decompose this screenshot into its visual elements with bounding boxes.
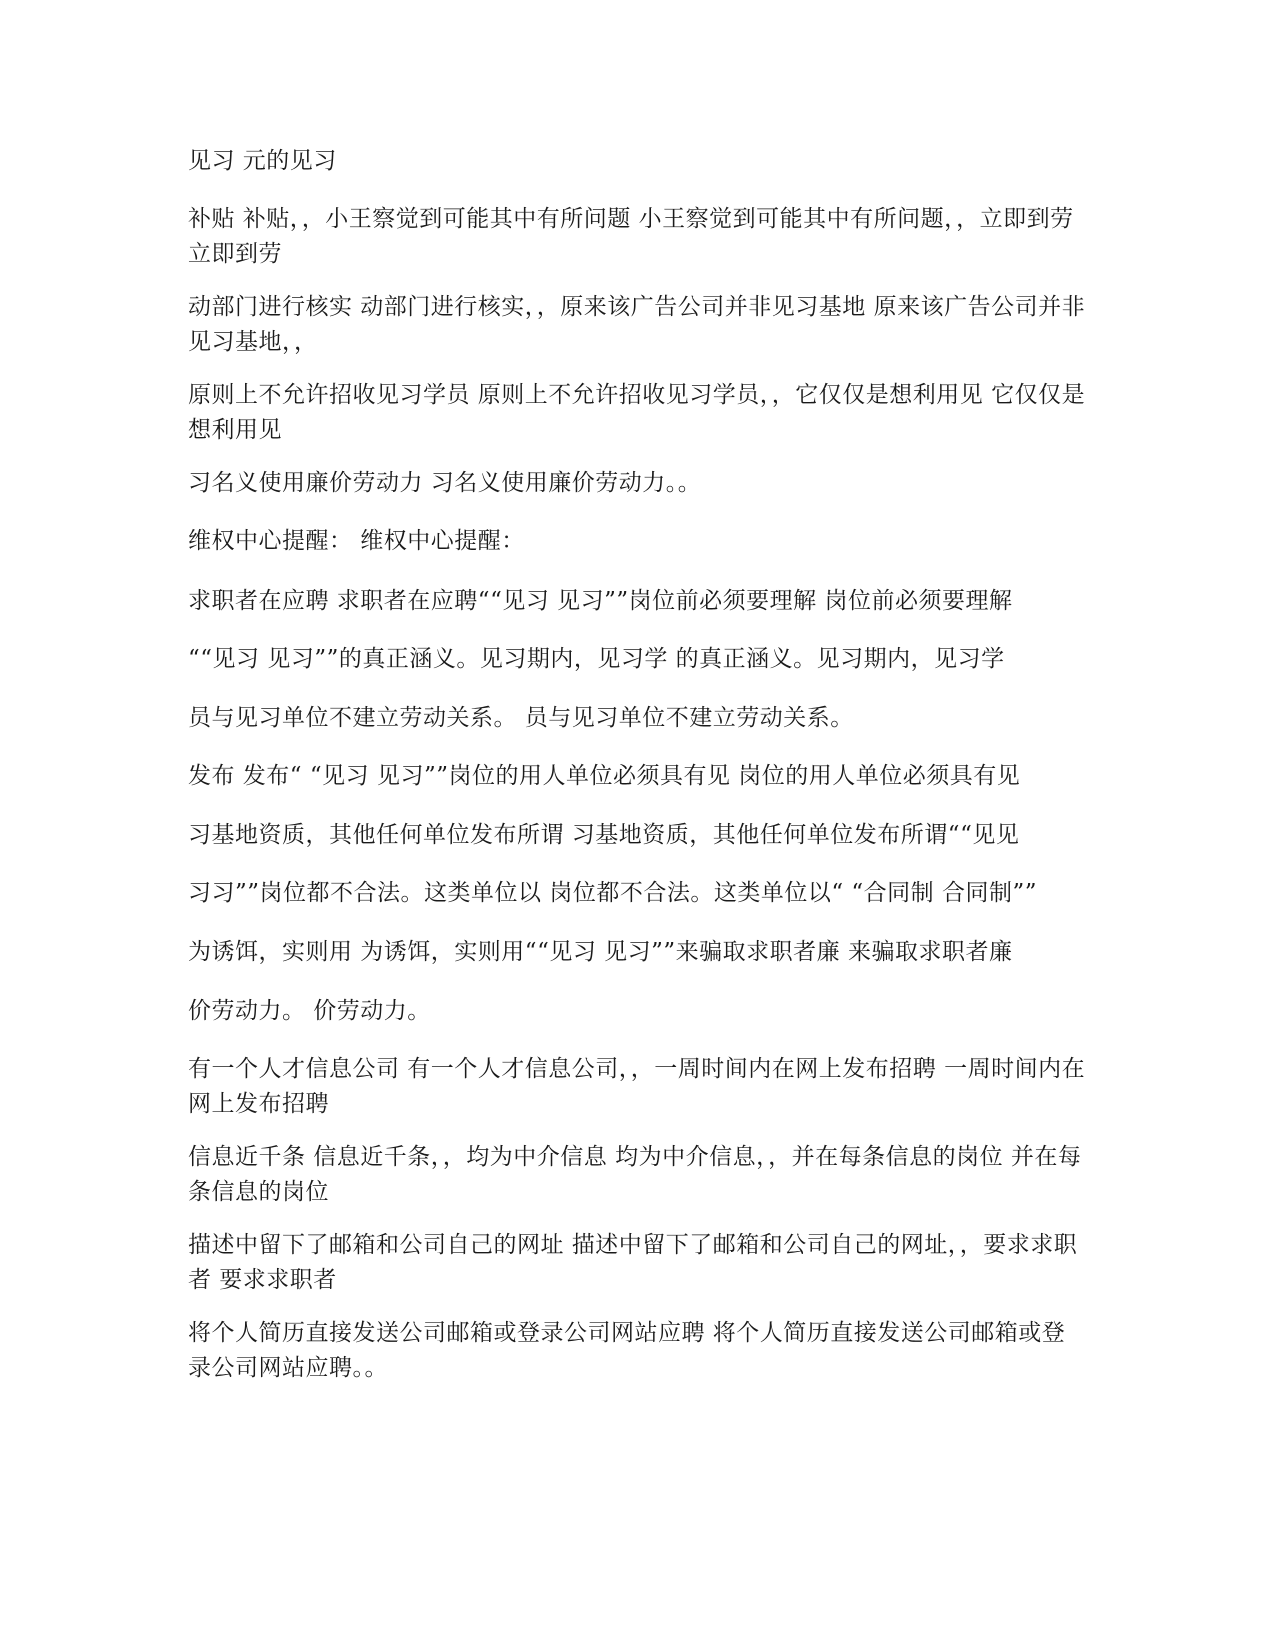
paragraph: 维权中心提醒： 维权中心提醒： xyxy=(188,528,525,554)
paragraph: 发布 发布“ “见习 见习””岗位的用人单位必须具有见 岗位的用人单位必须具有见 xyxy=(188,763,1021,789)
paragraph: 习基地资质，其他任何单位发布所谓 习基地资质，其他任何单位发布所谓““见见 xyxy=(188,822,1020,848)
paragraph: 习名义使用廉价劳动力 习名义使用廉价劳动力。。 xyxy=(188,470,702,496)
paragraph: 求职者在应聘 求职者在应聘““见习 见习””岗位前必须要理解 岗位前必须要理解 xyxy=(188,588,1013,614)
paragraph: 有一个人才信息公司 有一个人才信息公司，，一周时间内在网上发布招聘 一周时间内在网上发布招聘 xyxy=(188,1056,1086,1117)
paragraph: 价劳动力。 价劳动力。 xyxy=(188,998,431,1024)
paragraph: 动部门进行核实 动部门进行核实，，原来该广告公司并非见习基地 原来该广告公司并非见习基地，， xyxy=(188,294,1086,355)
paragraph: 将个人简历直接发送公司邮箱或登录公司网站应聘 将个人简历直接发送公司邮箱或登录公司网站应聘。。 xyxy=(188,1320,1066,1381)
paragraph: 描述中留下了邮箱和公司自己的网址 描述中留下了邮箱和公司自己的网址，，要求求职者 要求求职者 xyxy=(188,1232,1078,1293)
paragraph: ““见习 见习””的真正涵义。见习期内，见习学 的真正涵义。见习期内，见习学 xyxy=(188,646,1005,672)
paragraph: 补贴 补贴，，小王察觉到可能其中有所问题 小王察觉到可能其中有所问题，，立即到劳 立即到劳 xyxy=(188,206,1074,267)
paragraph: 原则上不允许招收见习学员 原则上不允许招收见习学员，，它仅仅是想利用见 它仅仅是想利用见 xyxy=(188,382,1086,443)
paragraph: 见习 元的见习 xyxy=(188,148,337,174)
paragraph: 信息近千条 信息近千条，，均为中介信息 均为中介信息，，并在每条信息的岗位 并在每条信息的岗位 xyxy=(188,1144,1082,1205)
paragraph: 员与见习单位不建立劳动关系。 员与见习单位不建立劳动关系。 xyxy=(188,705,854,731)
paragraph: 习习””岗位都不合法。这类单位以 岗位都不合法。这类单位以“ “合同制 合同制”” xyxy=(188,880,1037,906)
paragraph: 为诱饵，实则用 为诱饵，实则用““见习 见习””来骗取求职者廉 来骗取求职者廉 xyxy=(188,939,1013,965)
